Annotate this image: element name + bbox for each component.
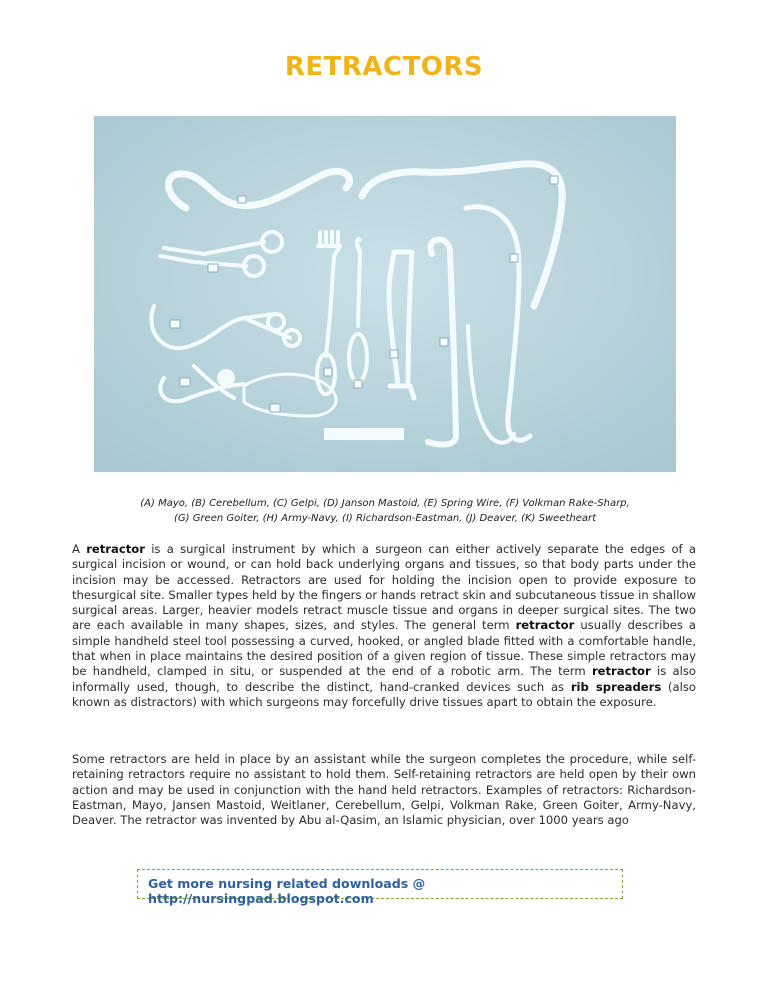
download-banner-link[interactable]: Get more nursing related downloads @ http://nursingpad.blogspot.com bbox=[137, 869, 623, 899]
paragraph-types: Some retractors are held in place by an assistant while the surgeon completes the procedure, while self-retaining retractors require no assistant to hold them. Self-retaining retractors are held open by their own action and may be used in conjunction with the hand held retractors. Examples of retractors: Richardson- Eastman, Mayo, Jansen Mastoid, Weitlaner, Cerebellum, Gelpi, Volkman Rake, Green Goiter, Army-Navy, Deaver. The retractor was invented by Abu al-Qasim, an Islamic physician, over 1000 years ago bbox=[72, 752, 696, 828]
text-span: (also known as distractors) with which surgeons may forcefully drive tissues apart to obtain the exposure. bbox=[72, 679, 697, 709]
bold-term: retractor bbox=[86, 542, 145, 556]
bold-term: retractor bbox=[591, 664, 651, 679]
text-span: A bbox=[72, 542, 87, 556]
text-span: is also informally used, though, to describe the distinct, hand-cranked devices such as bbox=[72, 664, 696, 694]
retractors-photo bbox=[94, 116, 676, 472]
caption-line-2: (G) Green Goiter, (H) Army-Navy, (I) Richardson-Eastman, (J) Deaver, (K) Sweetheart bbox=[173, 513, 597, 524]
page-title: RETRACTORS bbox=[284, 52, 484, 82]
text-span: usually describes a simple handheld steel tool possessing a curved, hooked, or angled blade fitted with a comfortable handle, that when in place maintains the desired position of a given region of tissue. These simple retractors may be handheld, clamped in situ, or suspended at the end of a robotic arm. The term bbox=[72, 618, 697, 679]
caption-line-1: (A) Mayo, (B) Cerebellum, (C) Gelpi, (D) Janson Mastoid, (E) Spring Wire, (F) Volkman Rake-Sharp, bbox=[140, 498, 630, 509]
paragraph-definition bbox=[72, 542, 696, 710]
scale-bar bbox=[324, 428, 404, 440]
text-span: is a surgical instrument by which a surgeon can either actively separate the edges of a surgical incision or wound, or can hold back underlying organs and tissues, so that body parts under the incision may be accessed. Retractors are used for holding the incision open to provide exposure to thesurgical site. Smaller types held by the fingers or hands retract skin and subcutaneous tissue in shallow surgical areas. Larger, heavier models retract muscle tissue and organs in deeper surgical sites. The two are each available in many shapes, sizes, and styles. The general term bbox=[72, 542, 696, 633]
bold-term: rib spreaders bbox=[570, 679, 662, 694]
figure-caption bbox=[80, 496, 690, 526]
bold-term: retractor bbox=[515, 618, 575, 633]
